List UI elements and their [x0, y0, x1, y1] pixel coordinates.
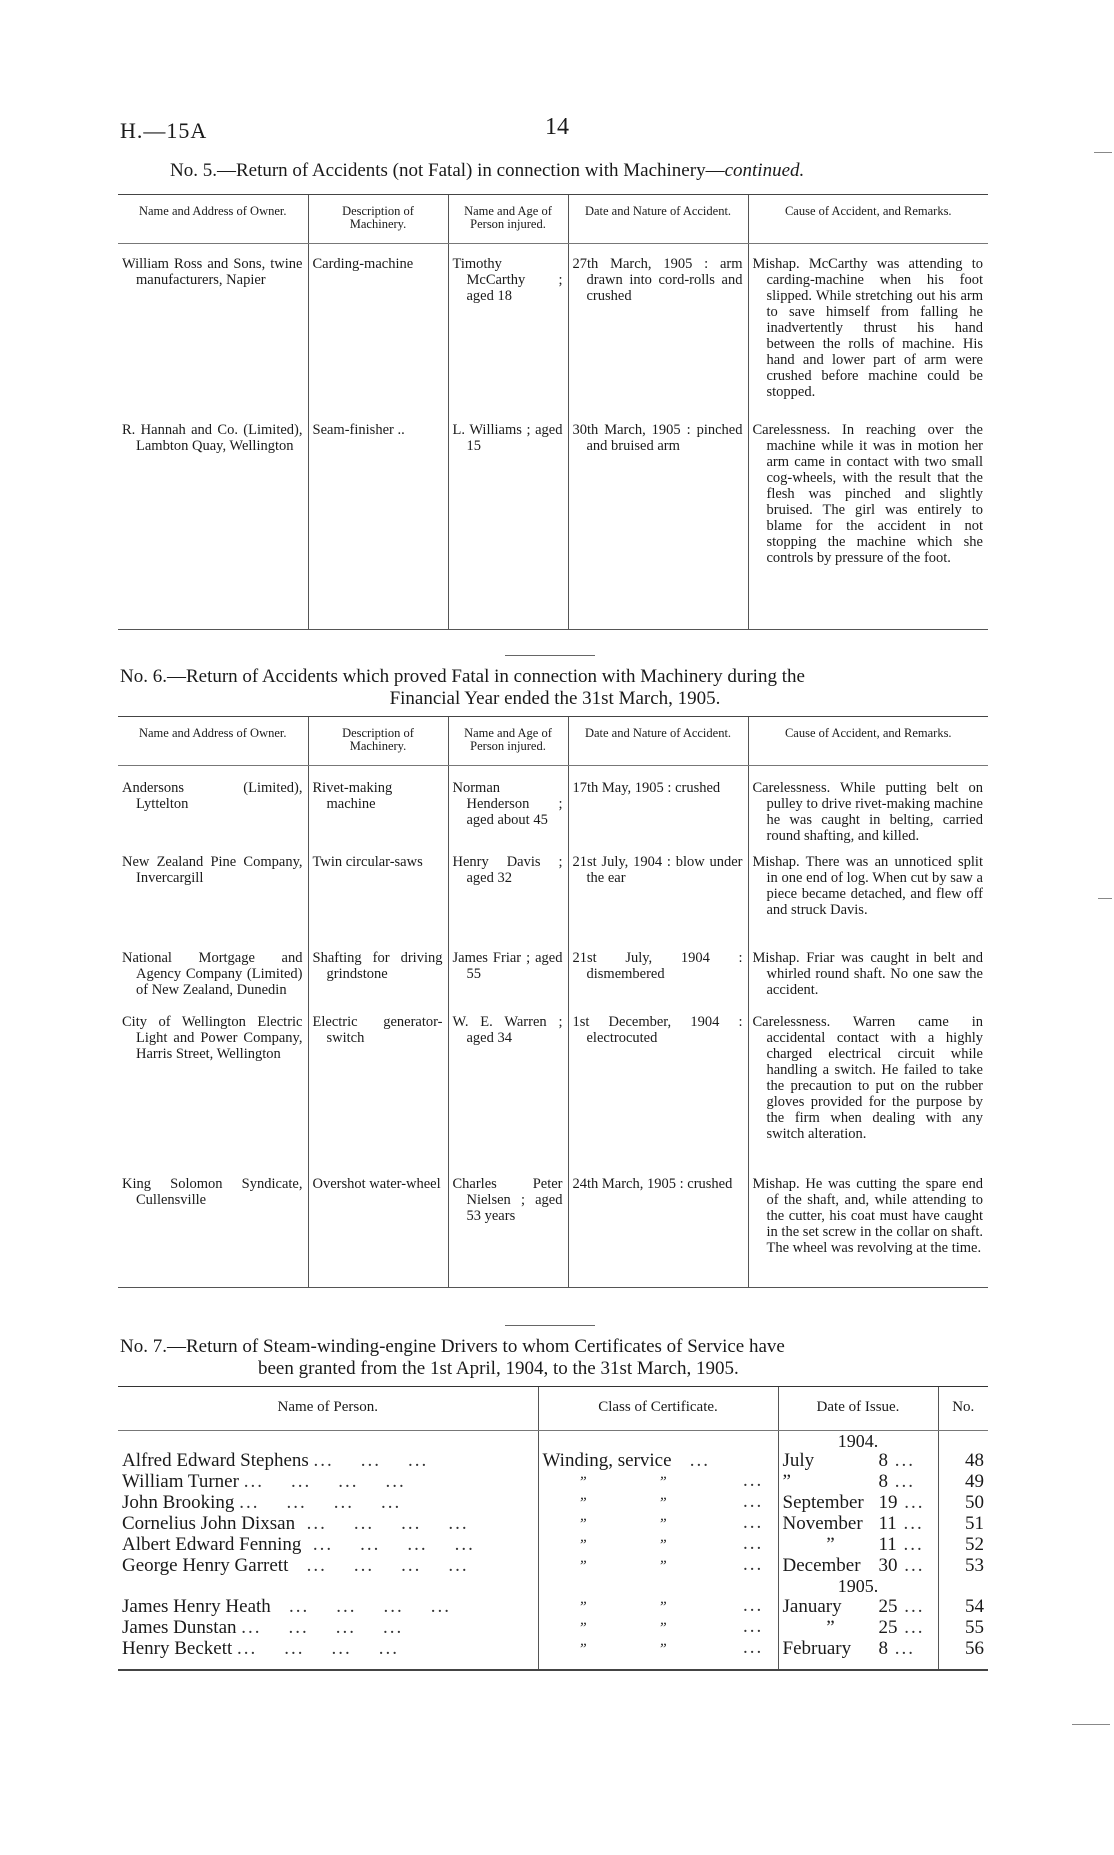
issue-day: 30 [878, 1555, 898, 1576]
machinery-cell: Overshot water-wheel [308, 1174, 448, 1288]
issue-month: January [782, 1596, 842, 1617]
table-row: Henry Beckett ... ... ... ... ” ” ... February 8 ... 56 [118, 1638, 988, 1670]
section6-table [118, 716, 988, 1288]
ditto-mark: ” [658, 1537, 667, 1553]
issue-day: 25 [878, 1617, 898, 1638]
certificate-number: 50 [938, 1492, 988, 1513]
column-header-machinery: Description of Machinery. [308, 717, 448, 766]
person-name: William Turner [122, 1471, 239, 1492]
owner-cell: City of Wellington Electric Light and Power Company, Harris Street, Wellington [122, 1013, 303, 1062]
table-row [118, 1174, 988, 1288]
column-header-date: Date and Nature of Accident. [568, 195, 748, 244]
section6-title-line1: No. 6.—Return of Accidents which proved Fatal in connection with Machinery during the [120, 666, 805, 687]
section6-title-line2: Financial Year ended the 31st March, 1905. [389, 688, 721, 709]
table-row [118, 244, 988, 420]
section5-title [170, 160, 970, 182]
date-nature-cell: 17th May, 1905 : crushed [568, 766, 748, 852]
machinery-cell: Shafting for driving grindstone [308, 948, 448, 1012]
remarks-cell: Mishap. There was an unnoticed split in one end of log. When cut by saw a piece became detached, and flew off and struck Davis. [748, 852, 988, 948]
column-header-date: Date and Nature of Accident. [568, 717, 748, 766]
person-cell: Timothy McCarthy ; aged 18 [448, 244, 568, 420]
ditto-mark: ” [658, 1641, 667, 1657]
table-row: Cornelius John Dixsan ... ... ... ... ” ” ... November 11 ... 51 [118, 1513, 988, 1534]
section5-title-text: No. 5.—Return of Accidents (not Fatal) in connection with Machinery— [170, 160, 725, 181]
table-row [118, 766, 988, 852]
issue-day: 25 [878, 1596, 898, 1617]
certificate-number: 55 [938, 1617, 988, 1638]
certificate-number: 52 [938, 1534, 988, 1555]
owner-cell: R. Hannah and Co. (Limited), Lambton Quay, Wellington [118, 420, 308, 630]
person-name: Cornelius John Dixsan [122, 1513, 296, 1534]
certificate-number: 56 [938, 1638, 988, 1670]
section7-table [118, 1386, 988, 1671]
remarks-cell: Carelessness. Warren came in accidental contact with a highly charged electrical circuit while handling a switch. He failed to take the precaution to put on the rubber gloves provided for the purpose by the firm when dealing with any switch alteration. [748, 1012, 988, 1174]
table-row: Albert Edward Fenning ... ... ... ... ” ” ... ” 11 ... 52 [118, 1534, 988, 1555]
issue-day: 19 [878, 1492, 898, 1513]
machinery-cell: Seam-finisher .. [308, 420, 448, 630]
certificate-class: Winding, service [542, 1450, 672, 1471]
section6-title [120, 666, 990, 710]
issue-day: 8 [878, 1471, 888, 1492]
certificate-number: 54 [938, 1596, 988, 1617]
person-name: Alfred Edward Stephens [122, 1450, 309, 1471]
issue-month: December [782, 1555, 861, 1576]
table-row: James Dunstan ... ... ... ... ” ” ... ” 25 ... 55 [118, 1617, 988, 1638]
column-header-remarks: Cause of Accident, and Remarks. [748, 195, 988, 244]
date-nature-cell: 21st July, 1904 : blow under the ear [568, 852, 748, 948]
person-name: James Dunstan [122, 1617, 237, 1638]
table-row: William Turner ... ... ... ... ” ” ... ” 8 ... 49 [118, 1471, 988, 1492]
remarks-cell: Mishap. McCarthy was attending to carding-machine when his foot slipped. While stretching out his arm to save himself from falling he inadvertently thrust his hand between the rolls of machine. His hand and lower part of arm were crushed before machine could be stopped. [748, 244, 988, 420]
certificate-number: 51 [938, 1513, 988, 1534]
column-header-machinery: Description of Machinery. [308, 195, 448, 244]
page-number: 14 [545, 114, 569, 140]
ditto-mark: ” [658, 1516, 667, 1532]
column-header-class: Class of Certificate. [538, 1387, 778, 1431]
issue-day: 11 [878, 1534, 897, 1555]
date-nature-cell: 24th March, 1905 : crushed [568, 1174, 748, 1288]
ditto-mark: ” [578, 1537, 587, 1553]
column-header-person: Name and Age of Person injured. [448, 195, 568, 244]
column-header-name: Name of Person. [118, 1387, 538, 1431]
table-row [118, 420, 988, 630]
table-row: Alfred Edward Stephens ... ... ... Winding, service ... July 8 ... 48 [118, 1451, 988, 1471]
ditto-mark: ” [658, 1474, 667, 1490]
issue-day: 11 [878, 1513, 897, 1534]
person-cell: Henry Davis ; aged 32 [448, 852, 568, 948]
issue-month: February [782, 1638, 852, 1659]
issue-day: 8 [878, 1638, 888, 1659]
issue-month: ” [782, 1471, 791, 1492]
person-cell: James Friar ; aged 55 [448, 948, 568, 1012]
person-cell: Norman Henderson ; aged about 45 [448, 766, 568, 852]
table-header-row [118, 195, 988, 244]
machinery-cell: Rivet-making machine [308, 766, 448, 852]
section5-table [118, 194, 988, 630]
person-name: John Brooking [122, 1492, 235, 1513]
ditto-mark: ” [578, 1495, 587, 1511]
table-row: James Henry Heath ... ... ... ... ” ” ... January 25 ... 54 [118, 1596, 988, 1617]
margin-mark [1098, 898, 1112, 899]
date-nature-cell: 27th March, 1905 : arm drawn into cord-rolls and crushed [568, 244, 748, 420]
ditto-mark: ” [578, 1558, 587, 1574]
ditto-mark: ” [658, 1599, 667, 1615]
issue-day: 8 [878, 1450, 888, 1471]
issue-month: July [782, 1450, 815, 1471]
person-cell: L. Williams ; aged 15 [448, 420, 568, 630]
ditto-mark: ” [578, 1620, 587, 1636]
person-name: Henry Beckett [122, 1638, 233, 1659]
ditto-mark: ” [658, 1495, 667, 1511]
certificate-number: 49 [938, 1471, 988, 1492]
owner-cell: King Solomon Syndicate, Cullensville [118, 1174, 308, 1288]
person-cell: Charles Peter Nielsen ; aged 53 years [448, 1174, 568, 1288]
table-row: George Henry Garrett ... ... ... ... ” ” ... December 30 ... 53 [118, 1555, 988, 1576]
section5-title-continued: continued. [724, 160, 805, 181]
owner-cell: National Mortgage and Agency Company (Limited) of New Zealand, Dunedin [122, 949, 303, 998]
remarks-cell: Mishap. He was cutting the spare end of the shaft, and, while attending to the cutter, his coat must have caught in the set screw in the collar on shaft. The wheel was revolving at the time. [748, 1174, 988, 1288]
ditto-mark: ” [658, 1620, 667, 1636]
table-row [118, 948, 988, 1012]
section7-title [120, 1336, 990, 1380]
remarks-cell: Carelessness. In reaching over the machine while it was in motion her arm came in contact with two small cog-wheels, with the result that the flesh was pinched and slightly bruised. The girl was entirely to blame for the accident in not stopping the machine which she controls by pressure of the foot. [748, 420, 988, 630]
year-label: 1905. [778, 1576, 938, 1596]
owner-cell: New Zealand Pine Company, Invercargill [122, 853, 303, 886]
column-header-date-issue: Date of Issue. [778, 1387, 938, 1431]
section-divider [505, 655, 595, 656]
machinery-cell: Electric generator-switch [308, 1012, 448, 1174]
year-row [118, 1431, 988, 1452]
ditto-mark: ” [578, 1599, 587, 1615]
ditto-mark: ” [578, 1641, 587, 1657]
certificate-number: 48 [938, 1451, 988, 1471]
person-cell: W. E. Warren ; aged 34 [448, 1012, 568, 1174]
table-row: John Brooking ... ... ... ... ” ” ... September 19 ... 50 [118, 1492, 988, 1513]
year-row [118, 1576, 988, 1596]
section-divider [505, 1325, 595, 1326]
table-row [118, 852, 988, 948]
issue-month: November [782, 1513, 863, 1534]
date-nature-cell: 21st July, 1904 : dismembered [568, 948, 748, 1012]
certificate-number: 53 [938, 1555, 988, 1576]
issue-month: ” [826, 1534, 835, 1555]
date-nature-cell: 1st December, 1904 : electrocuted [568, 1012, 748, 1174]
ditto-mark: ” [578, 1474, 587, 1490]
remarks-cell: Carelessness. While putting belt on pulley to drive rivet-making machine he was caught in belting, carried round shafting, and killed. [748, 766, 988, 852]
column-header-owner: Name and Address of Owner. [118, 717, 308, 766]
issue-month: September [782, 1492, 864, 1513]
section7-title-line1: No. 7.—Return of Steam-winding-engine Drivers to whom Certificates of Service have [120, 1336, 785, 1357]
year-label: 1904. [778, 1431, 938, 1452]
column-header-owner: Name and Address of Owner. [118, 195, 308, 244]
column-header-number: No. [938, 1387, 988, 1431]
column-header-person: Name and Age of Person injured. [448, 717, 568, 766]
issue-month: ” [826, 1617, 835, 1638]
ditto-mark: ” [658, 1558, 667, 1574]
table-row [118, 1012, 988, 1174]
column-header-remarks: Cause of Accident, and Remarks. [748, 717, 988, 766]
owner-cell: William Ross and Sons, twine manufacturers, Napier [122, 256, 303, 288]
person-name: Albert Edward Fenning [122, 1534, 302, 1555]
margin-mark [1094, 152, 1112, 153]
section7-title-line2: been granted from the 1st April, 1904, to the 31st March, 1905. [258, 1358, 739, 1379]
table-header-row [118, 717, 988, 766]
ditto-mark: ” [578, 1516, 587, 1532]
person-name: George Henry Garrett [122, 1555, 289, 1576]
document-code: H.—15A [120, 118, 208, 143]
table-header-row [118, 1387, 988, 1431]
person-name: James Henry Heath [122, 1596, 271, 1617]
machinery-cell: Carding-machine [308, 244, 448, 420]
remarks-cell: Mishap. Friar was caught in belt and whirled round shaft. No one saw the accident. [748, 948, 988, 1012]
owner-cell: Andersons (Limited), Lyttelton [122, 780, 303, 812]
machinery-cell: Twin circular-saws [308, 852, 448, 948]
date-nature-cell: 30th March, 1905 : pinched and bruised arm [568, 420, 748, 630]
margin-mark [1072, 1724, 1110, 1725]
